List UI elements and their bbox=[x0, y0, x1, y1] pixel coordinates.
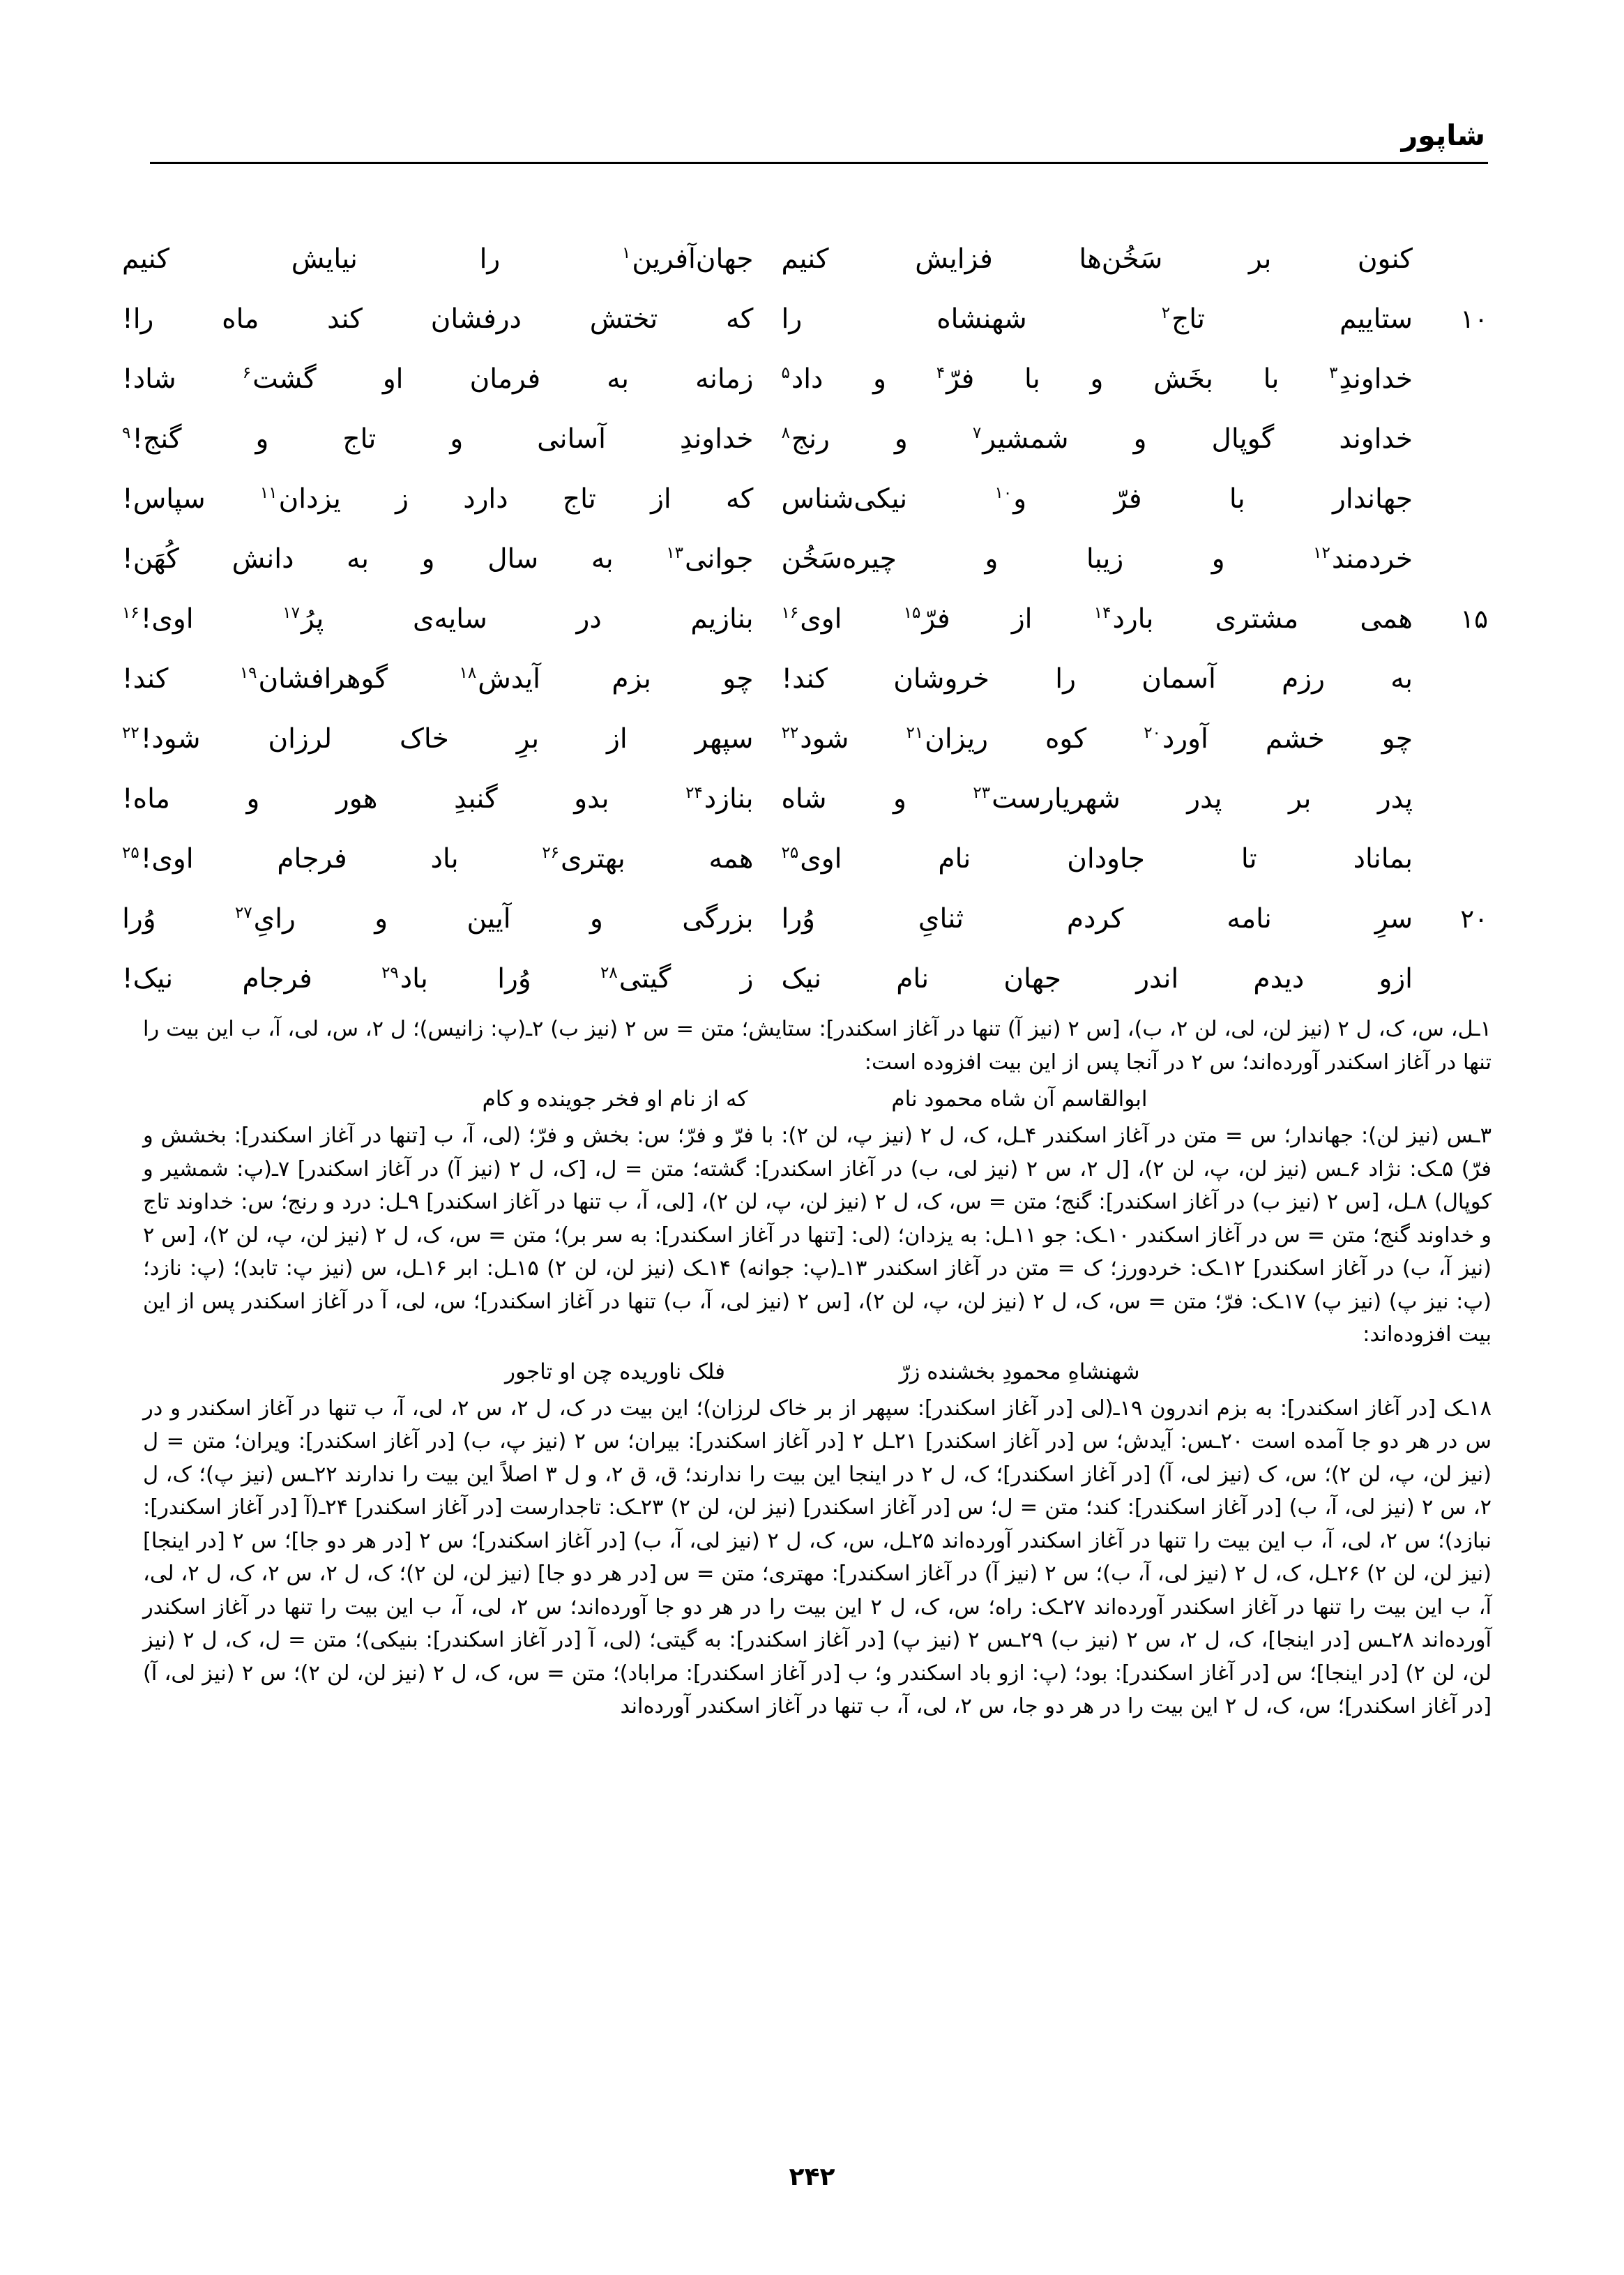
verse-word: شاه bbox=[781, 783, 827, 815]
footnote-marker[interactable]: ۲۵ bbox=[781, 844, 799, 862]
footnote-marker[interactable]: ۲۳ bbox=[973, 784, 991, 802]
verse-word: و bbox=[985, 543, 999, 575]
verse-word: همه bbox=[708, 843, 754, 875]
verse-word: اوی!$^{۲۵}$ bbox=[122, 843, 194, 875]
verse-word: آسمان bbox=[1141, 663, 1216, 695]
verse-word: ریزان$^{۲۱}$ bbox=[906, 723, 988, 755]
verse-word: خردمند$^{۱۲}$ bbox=[1313, 543, 1413, 575]
footnote-marker[interactable]: ۱۳ bbox=[666, 544, 684, 562]
verse-couplet bbox=[122, 783, 1488, 845]
verse-word: گیتی$^{۲۸}$ bbox=[600, 963, 671, 995]
verse-word: نام bbox=[938, 843, 971, 875]
footnote-marker[interactable]: ۲۴ bbox=[685, 784, 703, 802]
hemistich-right bbox=[781, 783, 1413, 815]
verse-word: دانش bbox=[232, 543, 294, 575]
verse-word: نامه bbox=[1227, 903, 1272, 935]
verse-word: بر bbox=[1248, 243, 1272, 275]
footnote-marker[interactable]: ۲۲ bbox=[122, 724, 139, 742]
verse-word: و bbox=[421, 543, 435, 575]
verse-word: و bbox=[1090, 363, 1104, 395]
inset-verse-2 bbox=[143, 1354, 1492, 1389]
verse-word: کند bbox=[327, 303, 363, 335]
verse-word: شود$^{۲۲}$ bbox=[781, 723, 849, 755]
verse-word: ز bbox=[395, 483, 409, 515]
verse-word: و bbox=[1133, 423, 1147, 455]
verse-word: خداوند bbox=[1339, 423, 1413, 455]
verse-word: چو bbox=[1381, 723, 1413, 755]
verse-word: باد bbox=[430, 843, 459, 875]
verse-couplet bbox=[122, 483, 1488, 545]
footnote-marker[interactable]: ۱۰ bbox=[994, 484, 1012, 502]
verse-word: با bbox=[1229, 483, 1245, 515]
verse-word: از bbox=[651, 483, 671, 515]
verse-word: و bbox=[893, 783, 906, 815]
verse-word: جاودان bbox=[1067, 843, 1145, 875]
verse-word: جهان‌آفرین$^۱$ bbox=[621, 243, 754, 275]
verse-word: و bbox=[1211, 543, 1225, 575]
verse-word: پدر bbox=[1187, 783, 1222, 815]
verse-word: را bbox=[479, 243, 501, 275]
verse-word: و bbox=[590, 903, 603, 935]
inset-verse-1-hemistich-left: که از نام او فخر جوینده و کام bbox=[482, 1087, 748, 1112]
hemistich-left bbox=[122, 963, 782, 995]
verse-word: را! bbox=[122, 303, 154, 335]
verse-word: ستاییم bbox=[1340, 303, 1413, 335]
verse-word: شهریارست$^{۲۳}$ bbox=[973, 783, 1121, 815]
verse-word: پدر bbox=[1377, 783, 1413, 815]
verse-couplet bbox=[122, 903, 1488, 965]
verse-word: درفشان bbox=[430, 303, 522, 335]
verse-couplet bbox=[122, 603, 1488, 665]
verse-couplet bbox=[122, 543, 1488, 605]
footnote-marker[interactable]: ۵ bbox=[781, 364, 790, 382]
verse-word: وُرا bbox=[122, 903, 156, 935]
footnote-marker[interactable]: ۲۶ bbox=[542, 844, 560, 862]
verse-word: چیره‌سَخُن bbox=[781, 543, 897, 575]
footnote-marker[interactable]: ۱۵ bbox=[903, 604, 921, 622]
running-head-title: شاپور bbox=[1401, 119, 1485, 152]
footnote-marker[interactable]: ۲ bbox=[1161, 304, 1171, 322]
hemistich-left bbox=[122, 483, 782, 515]
verse-word: رنج$^۸$ bbox=[781, 423, 830, 455]
verse-word: و bbox=[894, 423, 908, 455]
verse-word: خروشان bbox=[893, 663, 989, 695]
verse-word: سرِ bbox=[1374, 903, 1413, 935]
header-divider bbox=[150, 162, 1488, 164]
hemistich-right bbox=[781, 903, 1413, 935]
verse-word: گشت$^۶$ bbox=[242, 363, 317, 395]
footnote-marker[interactable]: ۱۹ bbox=[239, 664, 257, 682]
verse-word: زمانه bbox=[695, 363, 754, 395]
verse-word: شهنشاه bbox=[936, 303, 1027, 335]
verse-word: نیایش bbox=[291, 243, 358, 275]
footnote-marker[interactable]: ۲۵ bbox=[122, 844, 139, 862]
verse-word: اوی!$^{۱۶}$ bbox=[122, 603, 194, 635]
verse-word: فرجام bbox=[242, 963, 312, 995]
hemistich-left bbox=[122, 243, 782, 275]
verse-word: و bbox=[450, 423, 464, 455]
hemistich-right bbox=[782, 665, 1413, 693]
verse-word: زیبا bbox=[1086, 543, 1124, 575]
verse-word: باد$^{۲۹}$ bbox=[381, 963, 428, 995]
verse-word: برِ bbox=[516, 723, 540, 755]
verse-word: سایه‌ی bbox=[412, 603, 487, 635]
verse-word: که bbox=[726, 303, 754, 335]
verse-word: کُهَن! bbox=[122, 543, 179, 575]
verse-word: بر bbox=[1288, 783, 1312, 815]
footnote-marker[interactable]: ۲۱ bbox=[906, 724, 924, 742]
footnote-marker[interactable]: ۱۱ bbox=[259, 484, 278, 502]
verse-word: فرّ bbox=[1114, 483, 1142, 515]
footnote-marker[interactable]: ۲۲ bbox=[781, 724, 799, 742]
hemistich-left bbox=[122, 843, 782, 875]
hemistich-right bbox=[782, 485, 1413, 513]
verse-word: نام bbox=[896, 963, 929, 995]
verse-couplet bbox=[122, 723, 1488, 785]
running-head-area bbox=[150, 119, 1488, 164]
verse-word: در bbox=[576, 603, 602, 635]
verse-word: ماه bbox=[222, 303, 259, 335]
verse-word: و bbox=[374, 903, 388, 935]
verse-word: جهان bbox=[1003, 963, 1061, 995]
verse-word: و$^{۱۰}$ bbox=[994, 483, 1027, 515]
verse-word: فرّ$^{۱۵}$ bbox=[903, 603, 950, 635]
hemistich-left bbox=[122, 663, 782, 695]
verse-word: با bbox=[1263, 363, 1280, 395]
footnote-paragraph-1: ۱ـل، س، ک، ل ۲ (نیز لن، لی، لن ۲، ب)، [س ۲ (نیز آ) تنها در آغاز اسکندر]: ستایش؛ متن = س ۲ (نیز ب) ۲ـ(پ: زانیس)؛ ل ۲، س، لی، آ، ب این بیت را تنها در آغاز اسکندر آورده‌اند؛ س ۲ در آنجا پس از این بیت افزوده است: bbox=[143, 1017, 1492, 1075]
footnote-marker[interactable]: ۷ bbox=[972, 424, 982, 442]
hemistich-left bbox=[122, 423, 782, 455]
verse-word: و bbox=[873, 363, 887, 395]
verse-word: ثنایِ bbox=[918, 903, 964, 935]
footnote-marker[interactable]: ۹ bbox=[122, 424, 131, 442]
inset-verse-1 bbox=[143, 1082, 1492, 1117]
hemistich-left bbox=[122, 903, 782, 935]
verse-word: شاد! bbox=[122, 363, 176, 395]
verse-couplet bbox=[122, 843, 1488, 905]
footnote-marker[interactable]: ۱۲ bbox=[1313, 544, 1330, 562]
verse-word: وُرا bbox=[781, 903, 816, 935]
verse-word: بماناد bbox=[1353, 843, 1413, 875]
hemistich-right bbox=[782, 425, 1413, 453]
footnote-marker[interactable]: ۲۸ bbox=[600, 964, 618, 982]
footnote-paragraph-3: ۱۸ـک [در آغاز اسکندر]: به بزم اندرون ۱۹ـ(لی [در آغاز اسکندر]: سپهر از بر خاک لرزان)؛ این بیت در ک، ل ۲، س ۲، لی، آ، ب تنها در آغاز اسکندر و در س در هر دو جا آمده است ۲۰ـس: آیدش؛ س [در آغاز اسکندر] ۲۱ـل ۲ [در آغاز اسکندر]: بیران؛ س ۲ (نیز پ، ب) [در آغاز اسکندر]: ویران؛ متن = ل (نیز لن، پ، لن ۲)؛ س، ک (نیز لی، آ) [در آغاز اسکندر]؛ ک، ل ۲ در اینجا این بیت را ندارند؛ ق، ق ۲، و ل ۳ اصلاً این بیت را ندارند ۲۲ـس (نیز پ)؛ ک، ل ۲، س ۲ (نیز لی، آ، ب) [در آغاز اسکندر]: کند؛ متن = ل؛ س [در آغاز اسکندر] (نیز لن، لن ۲) ۲۳ـک: تاجدارست [در آغاز اسکندر] ۲۴ـ(آ [در آغاز اسکندر]: نبازد)؛ س ۲، لی، آ، ب این بیت را تنها در آغاز اسکندر آورده‌اند ۲۵ـل، س، ک، ل ۲ (نیز لی، آ، ب) [در آغاز اسکندر]؛ س ۲ [در هر دو جا]؛ س ۲ [در اینجا] (نیز لن، لن ۲) ۲۶ـل، ک، ل ۲ (نیز لی، آ، ب)؛ س ۲ (نیز آ) در آغاز اسکندر]: مهتری؛ متن = س [در هر دو جا] (نیز لن، لن ۲)؛ ک، ل ۲، س ۲، ک، ل ۲، لی، آ، ب این بیت را تنها در آغاز اسکندر آورده‌اند ۲۷ـک: راه؛ س، ک، ل ۲ این بیت را در هر دو جا آورده‌اند؛ س ۲، لی، آ، ب این بیت را تنها در آغاز اسکندر آورده‌اند ۲۸ـس [در اینجا]، ک، ل ۲، س ۲ (نیز ب) ۲۹ـس ۲ (نیز پ) [در آغاز اسکندر]: به گیتی؛ (لی، آ [در آغاز اسکندر]: بنیکی)؛ متن = ل، ک، ل ۲ (نیز لن، لن ۲) [در اینجا]؛ س [در آغاز اسکندر]: بود؛ (پ: ازو باد اسکندر و؛ ب [در آغاز اسکندر]: مراباد)؛ متن = س، ک، ل ۲ (نیز لن، لن ۲)؛ س ۲ (نیز لی، آ) [در آغاز اسکندر]؛ س، ک، ل ۲ این بیت را در هر دو جا، س ۲، لی، آ، ب تنها در آغاز اسکندر آورده‌اند bbox=[143, 1396, 1492, 1718]
hemistich-right bbox=[781, 963, 1413, 995]
verse-word: را bbox=[781, 303, 803, 335]
verse-couplet bbox=[122, 663, 1488, 725]
verse-word: وُرا bbox=[497, 963, 531, 995]
verse-word: گوپال bbox=[1211, 423, 1275, 455]
footnote-marker[interactable]: ۲۹ bbox=[381, 964, 399, 982]
verse-word: تا bbox=[1240, 843, 1257, 875]
inset-verse-1-hemistich-right: ابوالقاسم آن شاه محمود نام bbox=[891, 1087, 1148, 1112]
verse-word: تاج$^۲$ bbox=[1161, 303, 1206, 335]
verse-word: ماه! bbox=[122, 783, 170, 815]
verse-word: بزم bbox=[612, 663, 651, 695]
verse-word: کوه bbox=[1045, 723, 1087, 755]
verse-word: آسانی bbox=[537, 423, 606, 455]
hemistich-right bbox=[782, 725, 1413, 753]
hemistich-right bbox=[782, 305, 1413, 333]
verse-word: که bbox=[726, 483, 754, 515]
footnote-paragraph-2: ۳ـس (نیز لن): جهاندار؛ س = متن در آغاز اسکندر ۴ـل، ک، ل ۲ (نیز پ، لن ۲): با فرّ و فرّ؛ س: بخش و فرّ؛ (لی، آ، ب [تنها در آغاز اسکندر]: بخشش و فرّ) ۵ـک: نژاد ۶ـس (نیز لن، پ، لن ۲)، [ل ۲، س ۲ (نیز لی، ب) در آغاز اسکندر]: گشته؛ متن = ل، [ک، ل ۲ (نیز آ) در آغاز اسکندر] ۷ـ(پ: شمشیر و کوپال) ۸ـل، [س ۲ (نیز ب) در آغاز اسکندر]: گنج؛ متن = س، ک، ل ۲ (نیز لن، پ، لن ۲)، [لی، آ، ب تنها در آغاز اسکندر] ۹ـل: درد و رنج؛ س: خداوند تاج و خداوند گنج؛ متن = س در آغاز اسکندر ۱۰ـک: جو ۱۱ـل: به یزدان؛ (لی: [تنها در آغاز اسکندر]: به سر بر)؛ متن = س، ک، ل ۲ (نیز لن، پ، لن ۲)، [س ۲ (نیز آ، ب) در آغاز اسکندر] ۱۲ـک: خردورز؛ ک = متن در آغاز اسکندر ۱۳ـ(پ: جوانه) ۱۴ـک (نیز لن، لن ۲) ۱۵ـل: ابر ۱۶ـل، س (نیز پ: تابد)؛ (پ: نازد؛ (پ: نیز پ) (نیز پ) ۱۷ـک: فرّ؛ متن = س، ک، ل ۲ (نیز لن، پ، لن ۲)، [س ۲ (نیز لی، آ، ب) تنها در آغاز اسکندر]؛ س، لی، آ در آغاز اسکندر پس از این بیت افزوده‌اند: bbox=[143, 1124, 1492, 1347]
footnote-marker[interactable]: ۶ bbox=[242, 364, 252, 382]
verse-word: اندر bbox=[1136, 963, 1179, 995]
footnote-marker[interactable]: ۲۷ bbox=[234, 904, 252, 922]
verse-word: گوهرافشان$^{۱۹}$ bbox=[239, 663, 388, 695]
footnote-marker[interactable]: ۱۷ bbox=[282, 604, 300, 622]
verse-word: بنازد$^{۲۴}$ bbox=[685, 783, 754, 815]
footnote-marker[interactable]: ۱۶ bbox=[781, 604, 799, 622]
verse-word: کند! bbox=[122, 663, 169, 695]
hemistich-left bbox=[122, 363, 782, 395]
verse-word: با bbox=[1024, 363, 1040, 395]
verse-word: به bbox=[347, 543, 369, 575]
verse-word: فرّ$^۴$ bbox=[936, 363, 975, 395]
verse-word: خداوندِ$^۳$ bbox=[1329, 363, 1413, 395]
verse-word: به bbox=[1390, 663, 1413, 695]
verse-word: شود!$^{۲۲}$ bbox=[122, 723, 201, 755]
verse-number: ۱۵ bbox=[1460, 604, 1488, 634]
verse-number: ۱۰ bbox=[1460, 304, 1488, 334]
footnote-marker[interactable]: ۱۶ bbox=[122, 604, 139, 622]
verse-word: بارد$^{۱۴}$ bbox=[1093, 603, 1154, 635]
verse-word: چو bbox=[722, 663, 754, 695]
verse-word: فرجام bbox=[277, 843, 347, 875]
verse-word: بدو bbox=[574, 783, 609, 815]
verse-word: به bbox=[607, 363, 630, 395]
verse-word: تختش bbox=[589, 303, 658, 335]
verse-word: و bbox=[255, 423, 269, 455]
footnote-marker[interactable]: ۲۰ bbox=[1144, 724, 1161, 742]
verse-word: بزرگی bbox=[682, 903, 754, 935]
footnote-marker[interactable]: ۱۴ bbox=[1093, 604, 1111, 622]
footnote-marker[interactable]: ۳ bbox=[1329, 364, 1338, 382]
verse-word: آیین bbox=[466, 903, 511, 935]
verse-couplet bbox=[122, 243, 1488, 305]
hemistich-left bbox=[122, 783, 782, 815]
hemistich-left bbox=[122, 543, 782, 575]
verse-word: او bbox=[382, 363, 404, 395]
verse-word: کنون bbox=[1357, 243, 1413, 275]
verse-word: سال bbox=[487, 543, 539, 575]
verse-word: خشم bbox=[1265, 723, 1325, 755]
verse-word: جهاندار bbox=[1333, 483, 1413, 515]
verse-word: سپهر bbox=[695, 723, 754, 755]
verse-couplet bbox=[122, 423, 1488, 485]
verse-word: مشتری bbox=[1215, 603, 1299, 635]
verse-word: خاک bbox=[400, 723, 449, 755]
hemistich-left bbox=[122, 603, 782, 635]
verse-word: از bbox=[607, 723, 628, 755]
verse-word: کنیم bbox=[781, 243, 829, 275]
verse-word: هور bbox=[335, 783, 378, 815]
verse-word: کند! bbox=[781, 663, 828, 695]
verse-word: شمشیر$^۷$ bbox=[972, 423, 1069, 455]
verse-word: خداوندِ bbox=[679, 423, 754, 455]
verse-word: رزم bbox=[1282, 663, 1325, 695]
verse-word: آیدش$^{۱۸}$ bbox=[459, 663, 540, 695]
verse-word: بنازیم bbox=[690, 603, 754, 635]
verse-word: بهتری$^{۲۶}$ bbox=[542, 843, 625, 875]
verse-word: رایِ$^{۲۷}$ bbox=[234, 903, 296, 935]
hemistich-right bbox=[781, 843, 1413, 875]
verse-word: یزدان$^{۱۱}$ bbox=[259, 483, 341, 515]
footnote-marker[interactable]: ۸ bbox=[781, 424, 790, 442]
hemistich-right bbox=[782, 605, 1413, 633]
verse-number: ۲۰ bbox=[1460, 904, 1488, 934]
verse-word: همی bbox=[1360, 603, 1413, 635]
verse-word: ازو bbox=[1379, 963, 1413, 995]
hemistich-left bbox=[122, 303, 782, 335]
verse-word: پرُ$^{۱۷}$ bbox=[282, 603, 324, 635]
verse-word: داد$^۵$ bbox=[781, 363, 824, 395]
verse-word: نیک! bbox=[122, 963, 174, 995]
verse-couplet bbox=[122, 363, 1488, 425]
verse-word: گنبدِ bbox=[454, 783, 498, 815]
verse-word: ز bbox=[740, 963, 754, 995]
verse-word: سَخُن‌ها bbox=[1079, 243, 1163, 275]
verse-word: سپاس! bbox=[122, 483, 206, 515]
hemistich-right bbox=[782, 365, 1413, 393]
verse-word: فرمان bbox=[469, 363, 541, 395]
verse-word: جوانی$^{۱۳}$ bbox=[666, 543, 754, 575]
inset-verse-2-hemistich-right: شهنشاهِ محمودِ بخشنده زرّ bbox=[899, 1359, 1140, 1384]
footnote-marker[interactable]: ۱۸ bbox=[459, 664, 477, 682]
verse-block bbox=[122, 243, 1488, 1025]
verse-word: کنیم bbox=[122, 243, 170, 275]
page-number: ۲۴۲ bbox=[789, 2163, 835, 2191]
verse-word: بخَش bbox=[1153, 363, 1213, 395]
verse-word: نیکی‌شناس bbox=[781, 483, 908, 515]
verse-word: لرزان bbox=[268, 723, 333, 755]
verse-word: تاج bbox=[342, 423, 377, 455]
verse-word: را bbox=[1055, 663, 1076, 695]
inset-verse-2-hemistich-left: فلک ناوریده چن او تاجور bbox=[505, 1359, 725, 1384]
verse-word: اوی$^{۲۵}$ bbox=[781, 843, 842, 875]
verse-word: دیدم bbox=[1253, 963, 1305, 995]
footnote-marker[interactable]: ۱ bbox=[621, 244, 631, 262]
verse-word: اوی$^{۱۶}$ bbox=[781, 603, 842, 635]
verse-word: نیک bbox=[781, 963, 822, 995]
hemistich-left bbox=[122, 723, 782, 755]
verse-word: دارد bbox=[463, 483, 508, 515]
verse-word: تاج bbox=[562, 483, 596, 515]
verse-couplet bbox=[122, 303, 1488, 365]
verse-word: گنج!$^۹$ bbox=[122, 423, 182, 455]
verse-word: و bbox=[246, 783, 260, 815]
footnote-apparatus bbox=[143, 1013, 1492, 1723]
hemistich-right bbox=[782, 545, 1413, 573]
hemistich-right bbox=[782, 245, 1413, 273]
verse-word: فزایش bbox=[915, 243, 993, 275]
footnote-marker[interactable]: ۴ bbox=[936, 364, 946, 382]
verse-word: کردم bbox=[1066, 903, 1124, 935]
verse-word: آورد$^{۲۰}$ bbox=[1144, 723, 1208, 755]
verse-word: به bbox=[591, 543, 614, 575]
verse-word: از bbox=[1011, 603, 1033, 635]
